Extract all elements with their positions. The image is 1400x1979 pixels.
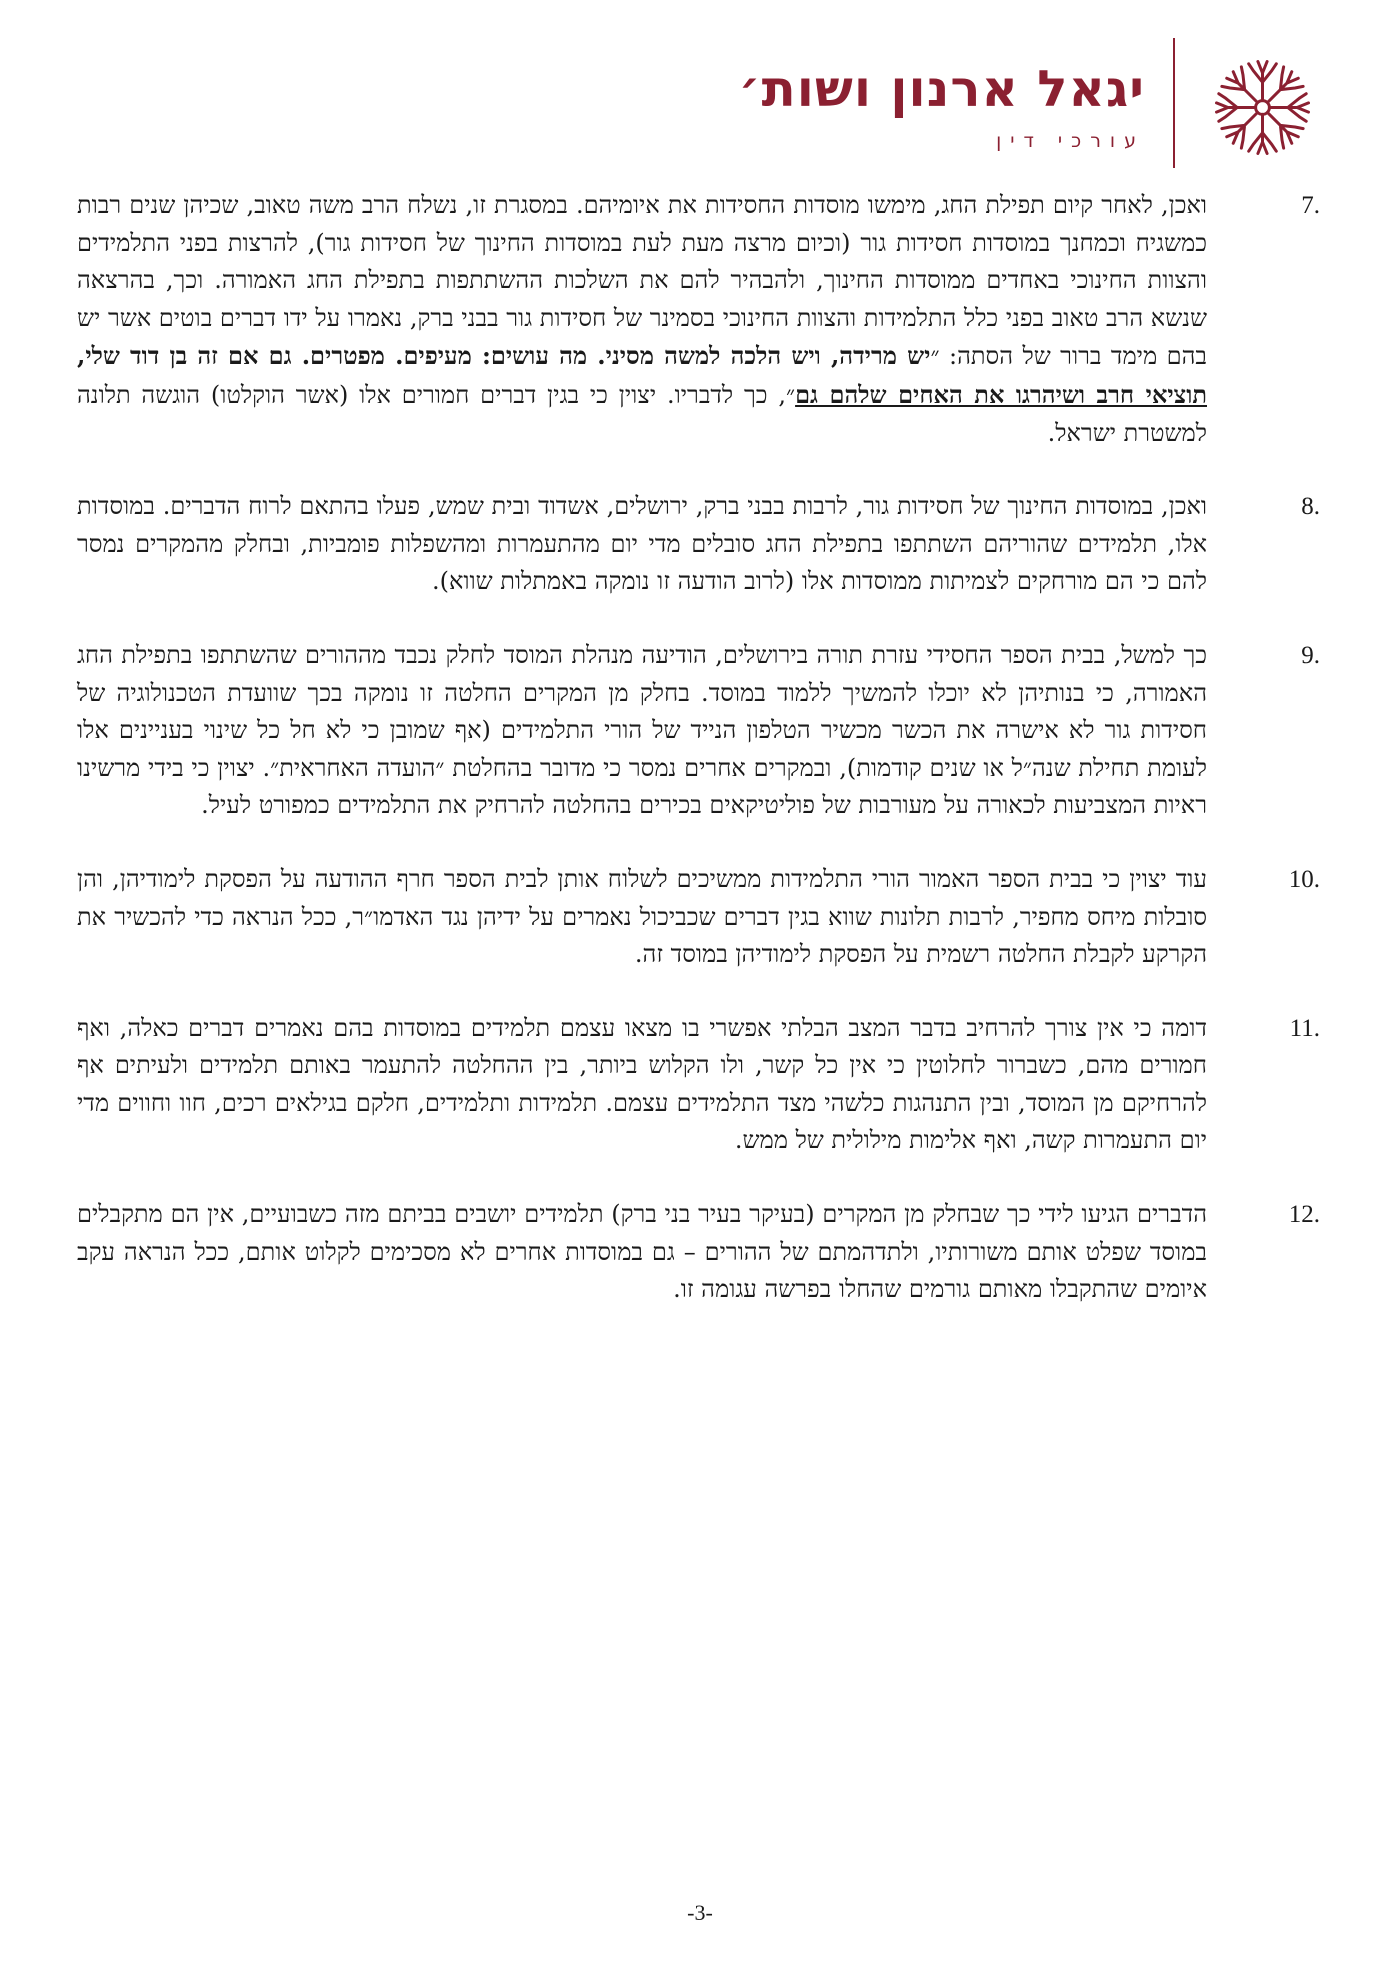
branch-emblem-icon (1205, 50, 1320, 165)
letterhead (80, 30, 1320, 170)
paragraph-number: 10. (1288, 865, 1320, 893)
quote-bold-underlined: תוציאי חרב ושיהרגו את האחים שלהם גם (795, 379, 1207, 409)
paragraph-text: הדברים הגיעו לידי כך שבחלק מן המקרים (בעיקר בעיר בני ברק) תלמידים יושבים בביתם מזה כשבועיים, אין הם מתקבלים במוסד שפלט אותם משורותיו, ולתדהמתם של ההורים – גם במוסדות אחרים לא מסכימים לקלוט אותם, ככל הנראה עקב איומים שהתקבלו מאותם גורמים שהחלו בפרשה עגומה זו. (77, 1200, 1207, 1304)
paragraph-number: 8. (1301, 493, 1320, 521)
document-body (75, 187, 1320, 1345)
paragraph-text (77, 187, 1207, 452)
paragraph-text: דומה כי אין צורך להרחיב בדבר המצב הבלתי אפשרי בו מצאו עצמם תלמידים במוסדות בהם נאמרים דברים כאלה, ואף חמורים מהם, כשברור לחלוטין כי אין כל קשר, ולו הקלוש ביותר, בין ההחלטה להתעמר באותם תלמידים ולעיתים אף להרחיקם מן המוסד, ובין התנהגות כלשהי מצד התלמידים עצמם. תלמידות ותלמידים, חלקם בגילאים רכים, חוו וחווים מדי יום התעמרות קשה, ואף אלימות מילולית של ממש. (77, 1013, 1207, 1155)
paragraph-text: עוד יצוין כי בבית הספר האמור הורי התלמידות ממשיכים לשלוח אותן לבית הספר חרף ההודעה על הפסקת לימודיהן, והן סובלות מיחס מחפיר, לרבות תלונות שווא בגין דברים שכביכול נאמרים על ידיהן נגד האדמו״ר, ככל הנראה כדי להכשיר את הקרקע לקבלת החלטה רשמית על הפסקת לימודיהן במוסד זה. (77, 864, 1207, 969)
paragraph-10 (75, 861, 1320, 974)
paragraph-9 (75, 637, 1320, 825)
paragraph-7 (75, 187, 1320, 452)
paragraph-text: ואכן, במוסדות החינוך של חסידות גור, לרבות בבני ברק, ירושלים, אשדוד ובית שמש, פעלו בהתאם לרוח הדברים. במוסדות אלו, תלמידים שהוריהם השתתפו בתפילת החג סובלים מדי יום מהתעמרות ומהשפלות פומביות, ובחלק מהמקרים נמסר להם כי הם מורחקים לצמיתות ממוסדות אלו (לרוב הודעה זו נומקה באמתלות שווא). (77, 492, 1207, 596)
paragraph-text-segment: ״, כך לדבריו. יצוין כי בגין דברים חמורים אלו (אשר הוקלטו) הוגשה תלונה למשטרת ישראל. (77, 380, 1207, 447)
paragraph-text-segment: ואכן, לאחר קיום תפילת החג, מימשו מוסדות החסידות את איומיהם. במסגרת זו, נשלח הרב משה טאוב, שכיהן שנים רבות כמשגיח וכמחנך במוסדות חסידות גור (וכיום מרצה מעת לעת במוסדות החינוך של חסידות גור), להרצות בפני התלמידים והצוות החינוכי באחדים ממוסדות החינוך, ולהבהיר להם את השלכות ההשתתפות בתפילת החג האמורה. וכך, בהרצאה שנשא הרב טאוב בפני כלל התלמידות והצוות החינוכי בסמינר של חסידות גור בבני ברק, נאמרו על ידו דברים בוטים אשר יש בהם מימד ברור של הסתה: ״ (77, 191, 1208, 371)
page-number: -3- (687, 1900, 713, 1925)
firm-subtitle: עורכי דין (996, 130, 1145, 152)
firm-name: יגאל ארנון ושות׳ (738, 60, 1145, 118)
paragraph-number: 12. (1288, 1201, 1320, 1229)
paragraph-number: 11. (1289, 1014, 1320, 1042)
paragraph-8 (75, 488, 1320, 601)
paragraph-number: 9. (1301, 641, 1320, 669)
quote-bold: יש מרידה, ויש הלכה למשה מסיני. מה עושים: מעיפים. מפטרים. גם אם זה בן דוד שלי, (77, 341, 931, 371)
paragraph-11 (75, 1010, 1320, 1160)
header-divider (1173, 38, 1175, 168)
paragraph-number: 7. (1301, 192, 1320, 219)
paragraph-text: כך למשל, בבית הספר החסידי עזרת תורה בירושלים, הודיעה מנהלת המוסד לחלק נכבד מההורים שהשתתפו בתפילת החג האמורה, כי בנותיהן לא יוכלו להמשיך ללמוד במוסד. בחלק מן המקרים החלטה זו נומקה בכך שוועדת הטכנולוגיה של חסידות גור לא אישרה את הכשר מכשיר הטלפון הנייד של הורי התלמידים (אף שמובן כי לא חל כל שינוי בעניינים אלו לעומת תחילת שנה״ל או שנים קודמות), ובמקרים אחרים נמסר כי מדובר בהחלטת ״הועדה האחראית״. יצוין כי בידי מרשינו ראיות המצביעות לכאורה על מעורבות של פוליטיקאים בכירים בהחלטה להרחיק את התלמידים כמפורט לעיל. (77, 640, 1207, 820)
paragraph-12 (75, 1196, 1320, 1309)
